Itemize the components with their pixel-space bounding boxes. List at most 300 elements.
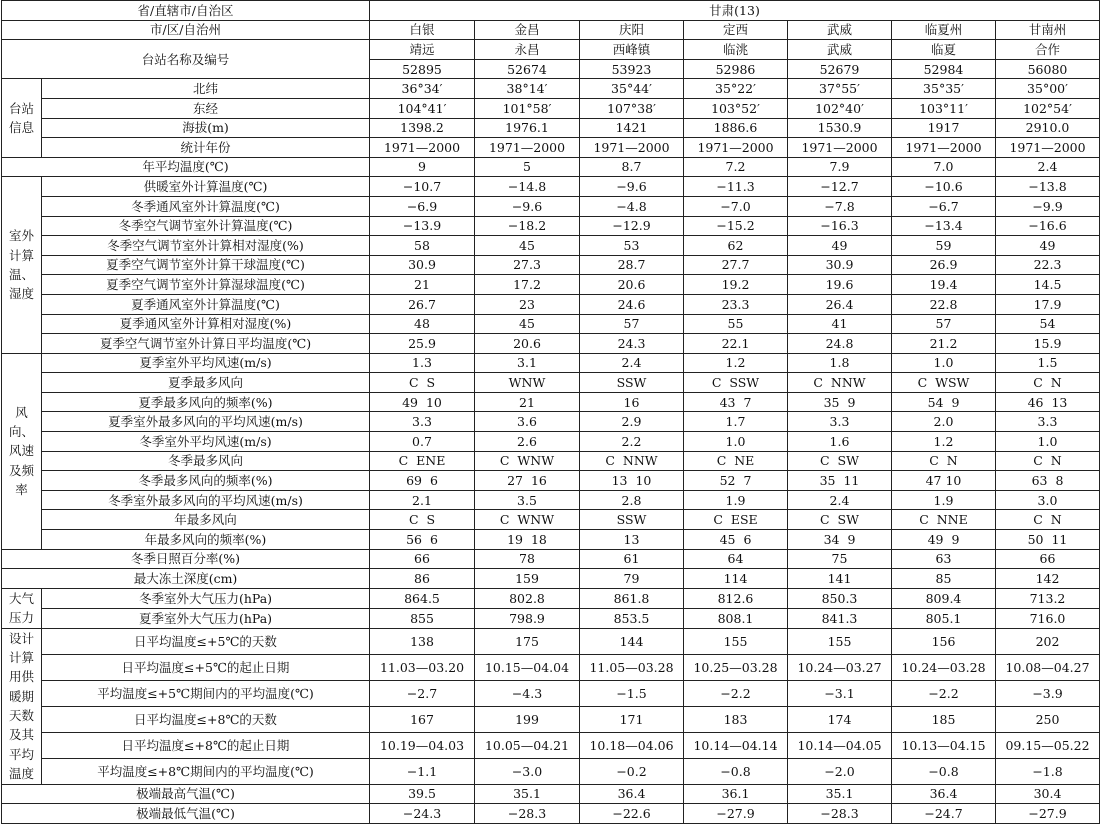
table-row: [2, 654, 1100, 680]
station-code: 53923: [580, 59, 684, 79]
row-label: 夏季通风室外计算相对湿度(%): [42, 314, 370, 334]
value-cell: 1.7: [684, 412, 788, 432]
value-cell: 46 13: [996, 392, 1100, 412]
value-cell: −13.4: [892, 216, 996, 236]
value-cell: 35°44′: [580, 79, 684, 99]
value-cell: 175: [475, 628, 580, 654]
row-label: 夏季室外大气压力(hPa): [42, 608, 370, 628]
value-cell: −24.7: [892, 804, 996, 824]
value-cell: 1971—2000: [580, 138, 684, 158]
value-cell: 10.14—04.05: [788, 732, 892, 758]
value-cell: 3.1: [475, 353, 580, 373]
value-cell: 49 9: [892, 530, 996, 550]
value-cell: −2.2: [892, 680, 996, 706]
value-cell: 45 6: [684, 530, 788, 550]
table-row: [2, 588, 1100, 608]
row-label: 日平均温度≤+8℃的天数: [42, 706, 370, 732]
value-cell: 102°54′: [996, 98, 1100, 118]
value-cell: 10.05—04.21: [475, 732, 580, 758]
value-cell: −9.9: [996, 196, 1100, 216]
table-row: [2, 353, 1100, 373]
row-label: 日平均温度≤+5℃的天数: [42, 628, 370, 654]
value-cell: 10.18—04.06: [580, 732, 684, 758]
value-cell: C NNW: [580, 451, 684, 471]
row-label: 极端最高气温(℃): [2, 784, 370, 804]
value-cell: 28.7: [580, 255, 684, 275]
value-cell: 34 9: [788, 530, 892, 550]
value-cell: 808.1: [684, 608, 788, 628]
value-cell: 17.2: [475, 275, 580, 295]
value-cell: −10.6: [892, 177, 996, 197]
header-station-row: [2, 40, 1100, 60]
value-cell: 36.1: [684, 784, 788, 804]
value-cell: 10.25—03.28: [684, 654, 788, 680]
value-cell: −27.9: [684, 804, 788, 824]
row-label: 年最多风向: [42, 510, 370, 530]
value-cell: 171: [580, 706, 684, 732]
value-cell: −2.7: [370, 680, 475, 706]
value-cell: 853.5: [580, 608, 684, 628]
row-label: 极端最低气温(℃): [2, 804, 370, 824]
row-label: 冬季室外最多风向的平均风速(m/s): [42, 490, 370, 510]
value-cell: 27 16: [475, 471, 580, 491]
value-cell: 75: [788, 549, 892, 569]
value-cell: 855: [370, 608, 475, 628]
table-row: [2, 530, 1100, 550]
city-label: 市/区/自治州: [2, 20, 370, 40]
value-cell: 26.4: [788, 294, 892, 314]
station-code: 52986: [684, 59, 788, 79]
row-label: 最大冻土深度(cm): [2, 569, 370, 589]
value-cell: −28.3: [788, 804, 892, 824]
row-label: 平均温度≤+8℃期间内的平均温度(℃): [42, 758, 370, 784]
value-cell: 66: [996, 549, 1100, 569]
value-cell: C NE: [684, 451, 788, 471]
value-cell: 47 10: [892, 471, 996, 491]
table-row: [2, 628, 1100, 654]
value-cell: C N: [996, 451, 1100, 471]
table-row: [2, 216, 1100, 236]
row-label: 夏季最多风向的频率(%): [42, 392, 370, 412]
table-row: [2, 79, 1100, 99]
value-cell: 11.05—03.28: [580, 654, 684, 680]
table-row: [2, 784, 1100, 804]
value-cell: C WNW: [475, 451, 580, 471]
station-label: 台站名称及编号: [2, 40, 370, 79]
row-label: 冬季通风室外计算温度(℃): [42, 196, 370, 216]
value-cell: 62: [684, 236, 788, 256]
value-cell: 38°14′: [475, 79, 580, 99]
city-name: 甘南州: [996, 20, 1100, 40]
value-cell: 63 8: [996, 471, 1100, 491]
value-cell: 52 7: [684, 471, 788, 491]
city-name: 白银: [370, 20, 475, 40]
value-cell: 22.8: [892, 294, 996, 314]
value-cell: 10.19—04.03: [370, 732, 475, 758]
value-cell: 0.7: [370, 432, 475, 452]
city-name: 定西: [684, 20, 788, 40]
station-name: 西峰镇: [580, 40, 684, 60]
value-cell: 48: [370, 314, 475, 334]
value-cell: 104°41′: [370, 98, 475, 118]
value-cell: 155: [788, 628, 892, 654]
value-cell: 1.2: [892, 432, 996, 452]
value-cell: −16.6: [996, 216, 1100, 236]
value-cell: 30.4: [996, 784, 1100, 804]
value-cell: 103°52′: [684, 98, 788, 118]
value-cell: 63: [892, 549, 996, 569]
value-cell: 15.9: [996, 334, 1100, 354]
table-row: [2, 758, 1100, 784]
value-cell: 1.2: [684, 353, 788, 373]
value-cell: C S: [370, 373, 475, 393]
value-cell: 39.5: [370, 784, 475, 804]
value-cell: 55: [684, 314, 788, 334]
value-cell: 35.1: [475, 784, 580, 804]
station-name: 临夏: [892, 40, 996, 60]
table-body: [2, 1, 1100, 824]
table-row: [2, 314, 1100, 334]
value-cell: 49: [996, 236, 1100, 256]
station-name: 临洮: [684, 40, 788, 60]
value-cell: −18.2: [475, 216, 580, 236]
value-cell: 35°22′: [684, 79, 788, 99]
value-cell: 1971—2000: [892, 138, 996, 158]
value-cell: 79: [580, 569, 684, 589]
value-cell: 1.9: [892, 490, 996, 510]
value-cell: −22.6: [580, 804, 684, 824]
value-cell: 185: [892, 706, 996, 732]
value-cell: 141: [788, 569, 892, 589]
value-cell: 114: [684, 569, 788, 589]
value-cell: −6.9: [370, 196, 475, 216]
value-cell: C S: [370, 510, 475, 530]
value-cell: 26.9: [892, 255, 996, 275]
value-cell: 1917: [892, 118, 996, 138]
city-name: 武威: [788, 20, 892, 40]
value-cell: −10.7: [370, 177, 475, 197]
value-cell: 36°34′: [370, 79, 475, 99]
value-cell: 2.4: [580, 353, 684, 373]
value-cell: 56 6: [370, 530, 475, 550]
value-cell: 20.6: [475, 334, 580, 354]
table-row: [2, 177, 1100, 197]
value-cell: C WNW: [475, 510, 580, 530]
value-cell: 199: [475, 706, 580, 732]
value-cell: 156: [892, 628, 996, 654]
value-cell: 10.08—04.27: [996, 654, 1100, 680]
station-name: 合作: [996, 40, 1100, 60]
value-cell: −12.7: [788, 177, 892, 197]
value-cell: −28.3: [475, 804, 580, 824]
category-label: 室外计算温、湿度: [2, 177, 42, 353]
value-cell: SSW: [580, 373, 684, 393]
table-row: [2, 334, 1100, 354]
value-cell: 174: [788, 706, 892, 732]
row-label: 年平均温度(℃): [2, 157, 370, 177]
value-cell: 155: [684, 628, 788, 654]
table-row: [2, 732, 1100, 758]
value-cell: 183: [684, 706, 788, 732]
value-cell: 20.6: [580, 275, 684, 295]
row-label: 日平均温度≤+5℃的起止日期: [42, 654, 370, 680]
value-cell: 24.3: [580, 334, 684, 354]
value-cell: C SW: [788, 451, 892, 471]
value-cell: C ENE: [370, 451, 475, 471]
table-row: [2, 157, 1100, 177]
value-cell: −15.2: [684, 216, 788, 236]
value-cell: 1971—2000: [684, 138, 788, 158]
table-row: [2, 471, 1100, 491]
row-label: 冬季空气调节室外计算温度(℃): [42, 216, 370, 236]
category-label: 台站信息: [2, 79, 42, 157]
value-cell: 103°11′: [892, 98, 996, 118]
row-label: 海拔(m): [42, 118, 370, 138]
value-cell: SSW: [580, 510, 684, 530]
value-cell: −4.8: [580, 196, 684, 216]
value-cell: 10.24—03.27: [788, 654, 892, 680]
value-cell: 86: [370, 569, 475, 589]
value-cell: 21: [370, 275, 475, 295]
value-cell: 1.8: [788, 353, 892, 373]
value-cell: 1.9: [684, 490, 788, 510]
value-cell: C N: [892, 451, 996, 471]
value-cell: 22.1: [684, 334, 788, 354]
category-label: 大气压力: [2, 588, 42, 628]
value-cell: −16.3: [788, 216, 892, 236]
value-cell: 14.5: [996, 275, 1100, 295]
value-cell: 36.4: [892, 784, 996, 804]
city-name: 临夏州: [892, 20, 996, 40]
value-cell: 861.8: [580, 588, 684, 608]
row-label: 年最多风向的频率(%): [42, 530, 370, 550]
value-cell: 1398.2: [370, 118, 475, 138]
value-cell: C NNW: [788, 373, 892, 393]
value-cell: 35°00′: [996, 79, 1100, 99]
row-label: 夏季室外平均风速(m/s): [42, 353, 370, 373]
value-cell: 21.2: [892, 334, 996, 354]
value-cell: 1971—2000: [996, 138, 1100, 158]
value-cell: 45: [475, 314, 580, 334]
value-cell: 1.0: [892, 353, 996, 373]
value-cell: 35 11: [788, 471, 892, 491]
value-cell: 107°38′: [580, 98, 684, 118]
value-cell: −27.9: [996, 804, 1100, 824]
value-cell: 35°35′: [892, 79, 996, 99]
value-cell: 57: [580, 314, 684, 334]
value-cell: C SSW: [684, 373, 788, 393]
value-cell: 35.1: [788, 784, 892, 804]
value-cell: 1421: [580, 118, 684, 138]
table-row: [2, 373, 1100, 393]
value-cell: 142: [996, 569, 1100, 589]
value-cell: 1.0: [684, 432, 788, 452]
value-cell: 3.3: [996, 412, 1100, 432]
category-label: 设计计算用供暖期天数及其平均温度: [2, 628, 42, 784]
value-cell: 13: [580, 530, 684, 550]
value-cell: 202: [996, 628, 1100, 654]
value-cell: 19 18: [475, 530, 580, 550]
value-cell: 3.5: [475, 490, 580, 510]
table-row: [2, 236, 1100, 256]
row-label: 冬季室外平均风速(m/s): [42, 432, 370, 452]
value-cell: 30.9: [370, 255, 475, 275]
value-cell: 64: [684, 549, 788, 569]
value-cell: 1530.9: [788, 118, 892, 138]
value-cell: 23.3: [684, 294, 788, 314]
value-cell: 809.4: [892, 588, 996, 608]
value-cell: 54 9: [892, 392, 996, 412]
value-cell: −14.8: [475, 177, 580, 197]
value-cell: 812.6: [684, 588, 788, 608]
row-label: 夏季室外最多风向的平均风速(m/s): [42, 412, 370, 432]
row-label: 冬季日照百分率(%): [2, 549, 370, 569]
value-cell: −9.6: [475, 196, 580, 216]
value-cell: −0.2: [580, 758, 684, 784]
value-cell: −1.1: [370, 758, 475, 784]
city-name: 庆阳: [580, 20, 684, 40]
table-row: [2, 138, 1100, 158]
row-label: 平均温度≤+5℃期间内的平均温度(℃): [42, 680, 370, 706]
value-cell: 2910.0: [996, 118, 1100, 138]
value-cell: 2.1: [370, 490, 475, 510]
table-row: [2, 706, 1100, 732]
value-cell: 1976.1: [475, 118, 580, 138]
value-cell: 716.0: [996, 608, 1100, 628]
value-cell: 19.2: [684, 275, 788, 295]
value-cell: 2.4: [788, 490, 892, 510]
value-cell: 5: [475, 157, 580, 177]
value-cell: 50 11: [996, 530, 1100, 550]
value-cell: 10.14—04.14: [684, 732, 788, 758]
station-code: 52674: [475, 59, 580, 79]
value-cell: C ESE: [684, 510, 788, 530]
row-label: 北纬: [42, 79, 370, 99]
row-label: 夏季最多风向: [42, 373, 370, 393]
value-cell: 2.8: [580, 490, 684, 510]
value-cell: 805.1: [892, 608, 996, 628]
province-label: 省/直辖市/自治区: [2, 1, 370, 21]
value-cell: −7.0: [684, 196, 788, 216]
table-row: [2, 490, 1100, 510]
value-cell: 798.9: [475, 608, 580, 628]
value-cell: −2.0: [788, 758, 892, 784]
row-label: 冬季最多风向的频率(%): [42, 471, 370, 491]
value-cell: 1971—2000: [788, 138, 892, 158]
row-label: 供暖室外计算温度(℃): [42, 177, 370, 197]
province-value: 甘肃(13): [370, 1, 1100, 21]
value-cell: 24.6: [580, 294, 684, 314]
row-label: 夏季空气调节室外计算日平均温度(℃): [42, 334, 370, 354]
table-row: [2, 98, 1100, 118]
row-label: 冬季室外大气压力(hPa): [42, 588, 370, 608]
value-cell: 1886.6: [684, 118, 788, 138]
value-cell: 25.9: [370, 334, 475, 354]
station-name: 永昌: [475, 40, 580, 60]
table-row: [2, 196, 1100, 216]
value-cell: −6.7: [892, 196, 996, 216]
table-row: [2, 294, 1100, 314]
value-cell: 138: [370, 628, 475, 654]
value-cell: C N: [996, 510, 1100, 530]
row-label: 统计年份: [42, 138, 370, 158]
value-cell: −7.8: [788, 196, 892, 216]
value-cell: −0.8: [892, 758, 996, 784]
value-cell: 16: [580, 392, 684, 412]
value-cell: 27.7: [684, 255, 788, 275]
value-cell: 85: [892, 569, 996, 589]
value-cell: 144: [580, 628, 684, 654]
table-row: [2, 804, 1100, 824]
value-cell: 7.2: [684, 157, 788, 177]
value-cell: 2.2: [580, 432, 684, 452]
value-cell: 1.5: [996, 353, 1100, 373]
city-name: 金昌: [475, 20, 580, 40]
value-cell: −3.0: [475, 758, 580, 784]
station-code: 52679: [788, 59, 892, 79]
value-cell: 10.13—04.15: [892, 732, 996, 758]
value-cell: −2.2: [684, 680, 788, 706]
station-code: 52895: [370, 59, 475, 79]
value-cell: 250: [996, 706, 1100, 732]
value-cell: 19.6: [788, 275, 892, 295]
value-cell: 49: [788, 236, 892, 256]
table-row: [2, 608, 1100, 628]
value-cell: 21: [475, 392, 580, 412]
value-cell: 35 9: [788, 392, 892, 412]
table-row: [2, 510, 1100, 530]
value-cell: 69 6: [370, 471, 475, 491]
value-cell: 27.3: [475, 255, 580, 275]
row-label: 夏季空气调节室外计算湿球温度(℃): [42, 275, 370, 295]
value-cell: 57: [892, 314, 996, 334]
category-label: 风向、风速及频率: [2, 353, 42, 549]
value-cell: 19.4: [892, 275, 996, 295]
value-cell: 1971—2000: [370, 138, 475, 158]
value-cell: −3.1: [788, 680, 892, 706]
value-cell: 58: [370, 236, 475, 256]
value-cell: −13.9: [370, 216, 475, 236]
value-cell: C SW: [788, 510, 892, 530]
value-cell: 3.6: [475, 412, 580, 432]
table-row: [2, 451, 1100, 471]
value-cell: −1.5: [580, 680, 684, 706]
value-cell: 2.9: [580, 412, 684, 432]
value-cell: 101°58′: [475, 98, 580, 118]
value-cell: 864.5: [370, 588, 475, 608]
value-cell: C N: [996, 373, 1100, 393]
value-cell: −12.9: [580, 216, 684, 236]
value-cell: 167: [370, 706, 475, 732]
value-cell: 802.8: [475, 588, 580, 608]
value-cell: 2.6: [475, 432, 580, 452]
value-cell: 713.2: [996, 588, 1100, 608]
value-cell: −24.3: [370, 804, 475, 824]
value-cell: C NNE: [892, 510, 996, 530]
value-cell: 41: [788, 314, 892, 334]
value-cell: 26.7: [370, 294, 475, 314]
value-cell: 53: [580, 236, 684, 256]
value-cell: 841.3: [788, 608, 892, 628]
value-cell: WNW: [475, 373, 580, 393]
value-cell: 7.0: [892, 157, 996, 177]
table-row: [2, 118, 1100, 138]
value-cell: 43 7: [684, 392, 788, 412]
value-cell: 66: [370, 549, 475, 569]
value-cell: 102°40′: [788, 98, 892, 118]
value-cell: 36.4: [580, 784, 684, 804]
table-row: [2, 680, 1100, 706]
